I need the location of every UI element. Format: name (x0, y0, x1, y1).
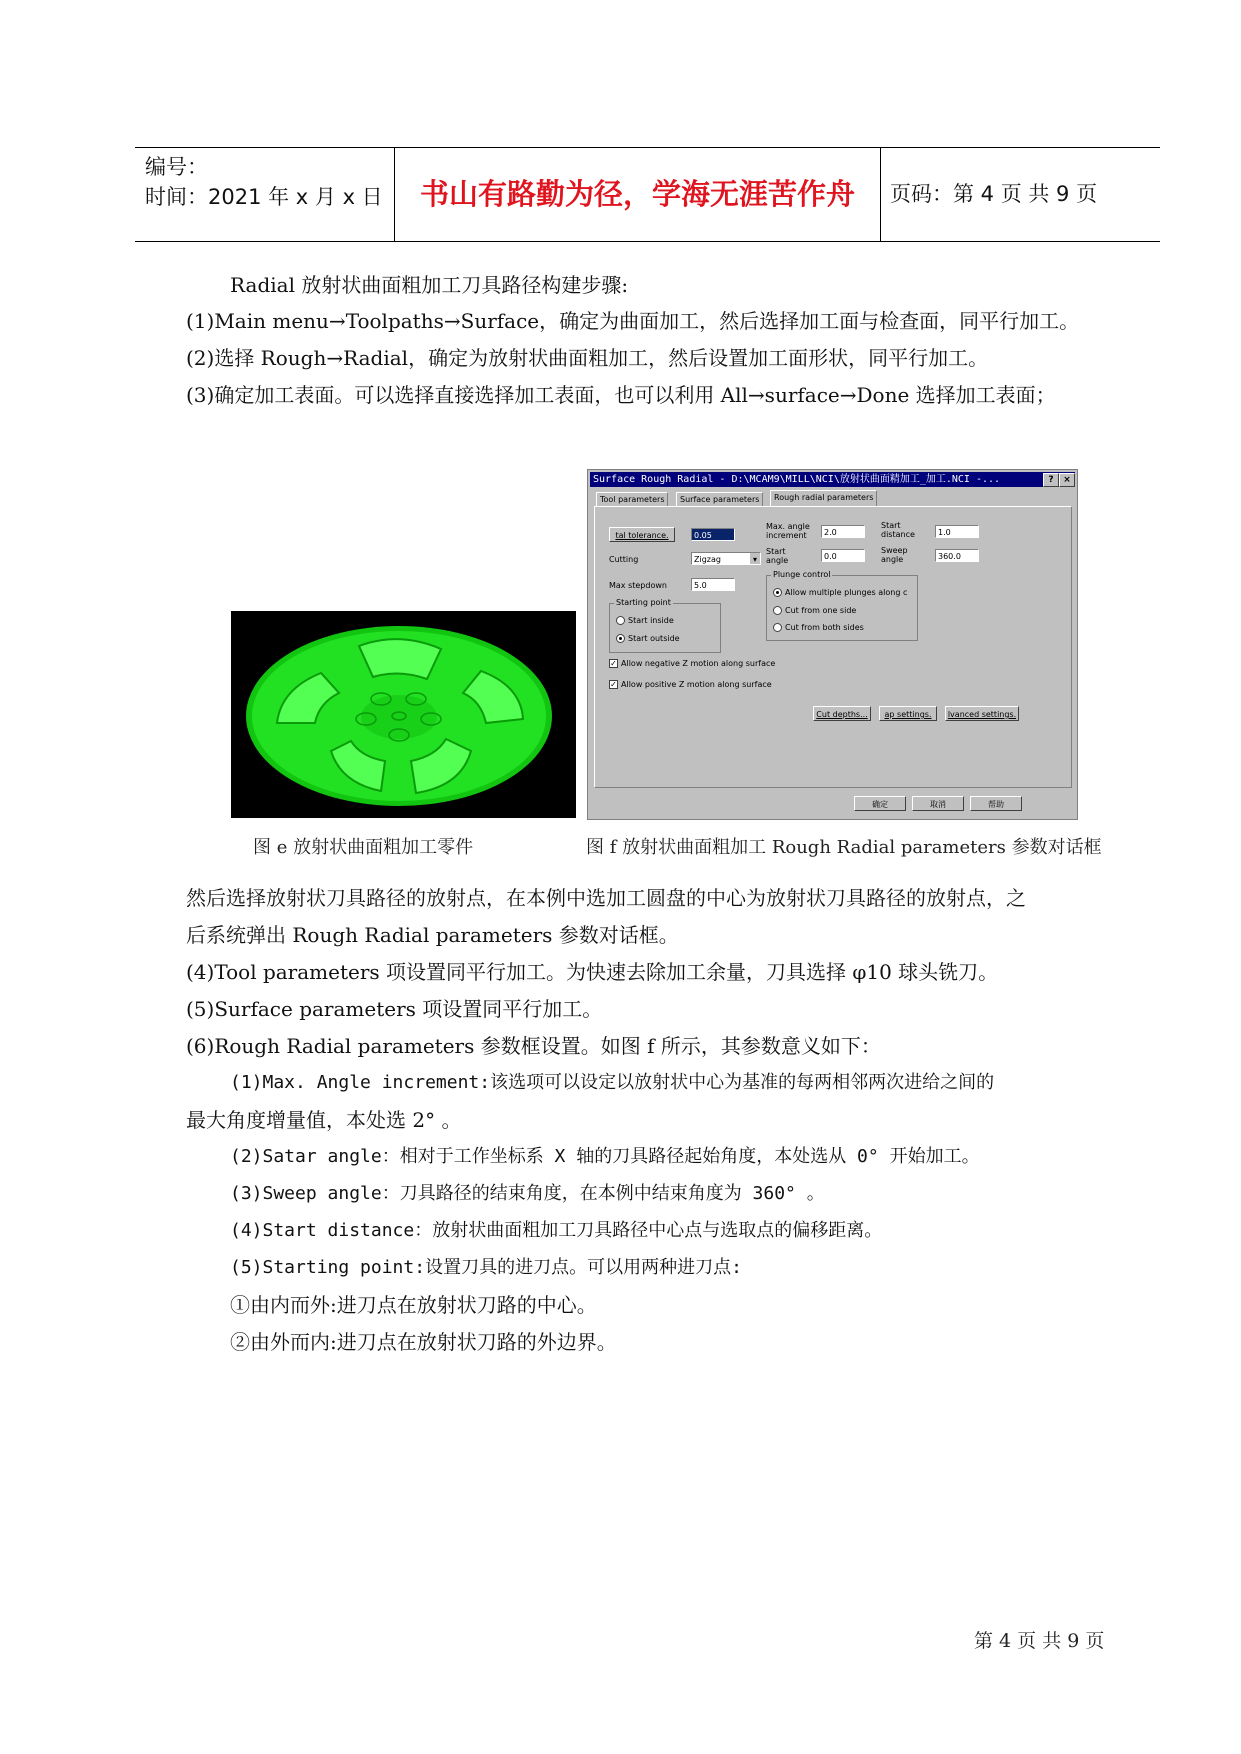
start-distance-field[interactable]: 1.0 (935, 525, 979, 538)
start-inside-radio[interactable] (616, 616, 625, 625)
option-inside-out: ①由内而外:进刀点在放射状刀路的中心。 (230, 1293, 597, 1317)
cut-both-sides-label: Cut from both sides (785, 623, 864, 632)
cut-depths-button[interactable]: Cut depths... (813, 706, 871, 721)
allow-positive-label: Allow positive Z motion along surface (621, 680, 772, 689)
step-6: (6)Rough Radial parameters 参数框设置。如图 f 所示，其参数意义如下： (186, 1034, 881, 1058)
figure-wheel-part (231, 611, 576, 818)
sweep-angle-field[interactable]: 360.0 (935, 549, 979, 562)
parameters-panel (594, 506, 1072, 788)
header-page-number: 页码：第 4 页 共 9 页 (890, 182, 1098, 206)
sweep-angle-label: Sweep angle (881, 546, 908, 564)
step-1: (1)Main menu→Toolpaths→Surface，确定为曲面加工，然后选择加工面与检查面，同平行加工。 (186, 309, 1080, 333)
start-angle-field[interactable]: 0.0 (821, 549, 865, 562)
plunge-multiple-radio[interactable] (773, 588, 782, 597)
cut-one-side-label: Cut from one side (785, 606, 857, 615)
continuation-line-1: 然后选择放射状刀具路径的放射点，在本例中选加工圆盘的中心为放射状刀具路径的放射点，之 (186, 886, 1026, 910)
cutting-label: Cutting (609, 555, 639, 564)
sub-item-1-line-1: (1)Max. Angle increment:该选项可以设定以放射状中心为基准的每两相邻两次进给之间的 (230, 1072, 995, 1093)
plunge-control-title: Plunge control (773, 570, 831, 579)
sub-item-2: (2)Satar angle：相对于工作坐标系 X 轴的刀具路径起始角度，本处选从 0° 开始加工。 (230, 1146, 980, 1167)
help-title-button[interactable]: ? (1043, 473, 1059, 487)
allow-negative-label: Allow negative Z motion along surface (621, 659, 776, 668)
starting-point-title: Starting point (616, 598, 671, 607)
header-motto: 书山有路勤为径，学海无涯苦作舟 (419, 177, 855, 211)
wheel-image (231, 611, 576, 818)
page-footer: 第 4 页 共 9 页 (974, 1630, 1105, 1652)
allow-negative-checkbox[interactable]: ✓ (610, 659, 617, 668)
plunge-control-group (766, 570, 918, 641)
tolerance-field[interactable]: 0.05 (691, 528, 735, 541)
caption-figure-f: 图 f 放射状曲面粗加工 Rough Radial parameters 参数对话框 (586, 837, 1102, 858)
caption-figure-e: 图 e 放射状曲面粗加工零件 (253, 837, 474, 858)
dialog-title: Surface Rough Radial - D:\MCAM9\MILL\NCI\放射状曲面精加工_加工.NCI -... (590, 472, 1075, 487)
cutting-value: Zigzag (694, 555, 721, 564)
cut-both-sides-radio[interactable] (773, 623, 782, 632)
sub-item-4: (4)Start distance：放射状曲面粗加工刀具路径中心点与选取点的偏移距离。 (230, 1220, 883, 1241)
starting-point-group (609, 598, 721, 653)
help-button[interactable]: 帮助 (970, 796, 1022, 811)
tab-tool-parameters[interactable]: Tool parameters (596, 492, 668, 507)
document-date: 时间：2021 年 x 月 x 日 (145, 185, 383, 209)
step-5: (5)Surface parameters 项设置同平行加工。 (186, 997, 603, 1021)
advanced-settings-button[interactable]: lvanced settings. (945, 706, 1019, 721)
start-inside-label: Start inside (628, 616, 674, 625)
tab-rough-radial-parameters[interactable]: Rough radial parameters (770, 490, 877, 507)
cutting-select[interactable] (691, 552, 761, 565)
header-divider (880, 148, 881, 241)
max-angle-label: Max. angle increment (766, 522, 810, 540)
step-2: (2)选择 Rough→Radial，确定为放射状曲面粗加工，然后设置加工面形状，同平行加工。 (186, 346, 989, 370)
close-icon[interactable]: × (1059, 473, 1075, 487)
rough-radial-dialog (587, 469, 1078, 820)
tab-surface-parameters[interactable]: Surface parameters (676, 492, 763, 507)
sub-item-1-line-2: 最大角度增量值，本处选 2° 。 (186, 1108, 462, 1132)
sub-item-5: (5)Starting point:设置刀具的进刀点。可以用两种进刀点: (230, 1257, 742, 1278)
plunge-multiple-label: Allow multiple plunges along c (785, 588, 908, 597)
max-stepdown-label: Max stepdown (609, 581, 667, 590)
gap-settings-button[interactable]: ap settings. (879, 706, 937, 721)
total-tolerance-button[interactable]: tal tolerance. (609, 527, 675, 542)
cancel-button[interactable]: 取消 (912, 796, 964, 811)
sub-item-3: (3)Sweep angle：刀具路径的结束角度，在本例中结束角度为 360° 。 (230, 1183, 825, 1204)
continuation-line-2: 后系统弹出 Rough Radial parameters 参数对话框。 (186, 923, 679, 947)
intro-paragraph: Radial 放射状曲面粗加工刀具路径构建步骤: (230, 273, 629, 297)
header-divider (394, 148, 395, 241)
document-number-label: 编号： (145, 155, 208, 179)
step-3: (3)确定加工表面。可以选择直接选择加工表面，也可以利用 All→surface→Done 选择加工表面； (186, 383, 1056, 407)
start-outside-radio[interactable] (616, 634, 625, 643)
chevron-down-icon[interactable]: ▾ (750, 553, 760, 564)
max-stepdown-field[interactable]: 5.0 (691, 578, 735, 591)
option-outside-in: ②由外而内:进刀点在放射状刀路的外边界。 (230, 1330, 617, 1354)
ok-button[interactable]: 确定 (854, 796, 906, 811)
start-angle-label: Start angle (766, 547, 789, 565)
cut-one-side-radio[interactable] (773, 606, 782, 615)
max-angle-field[interactable]: 2.0 (821, 525, 865, 538)
document-header (135, 147, 1160, 242)
start-distance-label: Start distance (881, 521, 915, 539)
allow-positive-checkbox[interactable]: ✓ (610, 680, 617, 689)
start-outside-label: Start outside (628, 634, 680, 643)
step-4: (4)Tool parameters 项设置同平行加工。为快速去除加工余量，刀具选择 φ10 球头铣刀。 (186, 960, 999, 984)
